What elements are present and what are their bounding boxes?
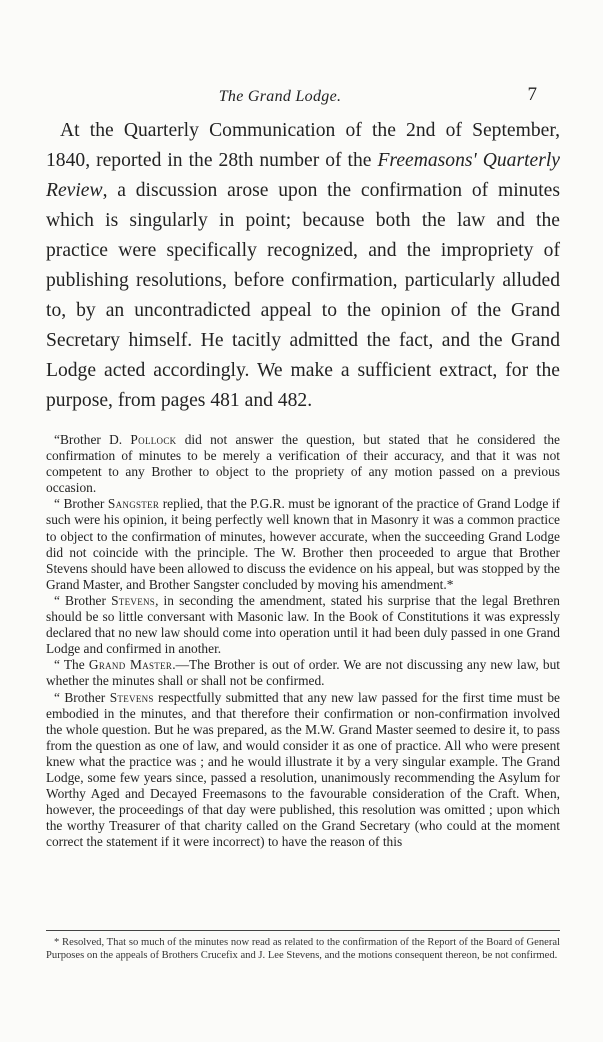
footnote-divider (46, 930, 560, 931)
extract-quotation (46, 432, 560, 850)
quote-text: , in seconding the amendment, stated his surprise that the legal Brethren should be so little conversant with Masonic law. In the Book of Constitutions it was expressly declared that no new law should come into operation until it had been duly passed in one Grand Lodge and confirmed in another. (46, 592, 561, 657)
speaker-name: Grand Master (88, 657, 173, 673)
quote-text: .—The Brother is out of order. We are not discussing any new law, but whether the minutes shall or shall not be confirmed. (46, 657, 560, 689)
speaker-name: Sangster (107, 496, 160, 512)
speaker-name: Stevens (109, 689, 154, 705)
quote-stevens-1 (46, 593, 560, 657)
quote-open: “ Brother (54, 496, 108, 512)
quote-open: “ Brother (54, 592, 112, 608)
quote-text: respectfully submitted that any new law passed for the first time must be embodied in the minutes, and that therefore their confirmation or non-confirmation involved the whole question. But he was prepared, as the M.W. Grand Master seemed to desire it, to pass from the question as one of law, and would consider it as one of practice. All who were present knew what the practice was ; and he would illustrate it by a very singular example. The Grand Lodge, some few years since, passed a resolution, unanimously recommending the Asylum for Worthy Aged and Decayed Freemasons to the favourable consideration of the Craft. When, however, the proceedings of that day were published, this resolution was omitted ; upon which the worthy Treasurer of that charity called on the Grand Secretary (who could at the moment correct the statement if it were incorrect) to have the reason of this (46, 689, 560, 850)
speaker-name: Pollock (130, 432, 177, 447)
footnote-text: * Resolved, That so much of the minutes now read as related to the confirmation of the Report of the Board of General Purposes on the appeals of Brothers Crucefix and J. Lee Stevens, and the motions consequent thereon, be not confirmed. (46, 937, 560, 961)
paragraph-1-text-a: At the Quarterly Communication of the 2nd of September, 1840, reported in the 28th number of the (46, 120, 560, 171)
quote-text: did not answer the question, but stated that he considered the confirmation of minutes to be merely a verification of their accuracy, and that it was not competent to any Brother to object to the propriety of any motion passed on a previous occasion. (46, 432, 561, 496)
main-paragraph (46, 116, 560, 416)
quote-pollock (46, 432, 560, 496)
quote-open: “Brother D. (54, 432, 131, 447)
review-title: Freemasons' Quarterly Review (46, 150, 560, 201)
paragraph-1 (46, 116, 560, 416)
quote-open: “ Brother (54, 689, 110, 705)
page-number: 7 (527, 84, 537, 105)
quote-open: “ The (54, 657, 89, 673)
running-title: The Grand Lodge. (218, 88, 342, 105)
quote-grand-master (46, 657, 560, 689)
paragraph-1-text-b: , a discussion arose upon the confirmation of minutes which is singularly in point; because both the law and the practice were specifically recognized, and the impropriety of publishing resolutions, before confirmation, particularly alluded to, by an uncontradicted appeal to the opinion of the Grand Secretary himself. He tacitly admitted the fact, and the Grand Lodge acted accordingly. We make a sufficient extract, for the purpose, from pages 481 and 482. (46, 180, 560, 411)
quote-text: replied, that the P.G.R. must be ignorant of the practice of Grand Lodge if such were his opinion, it being perfectly well known that in Masonry it was a common practice to object to the confirmation of minutes, however accurate, when the succeeding Grand Lodge did not coincide with the principle. The W. Brother then proceeded to argue that Brother Stevens should have been allowed to discuss the evidence on his appeal, but was stopped by the Grand Master, and Brother Sangster concluded by moving his amendment.* (46, 496, 560, 592)
quote-stevens-2 (46, 690, 560, 851)
speaker-name: Stevens (111, 592, 156, 608)
quote-sangster (46, 496, 560, 593)
footnote (46, 937, 560, 962)
running-head (0, 84, 603, 110)
